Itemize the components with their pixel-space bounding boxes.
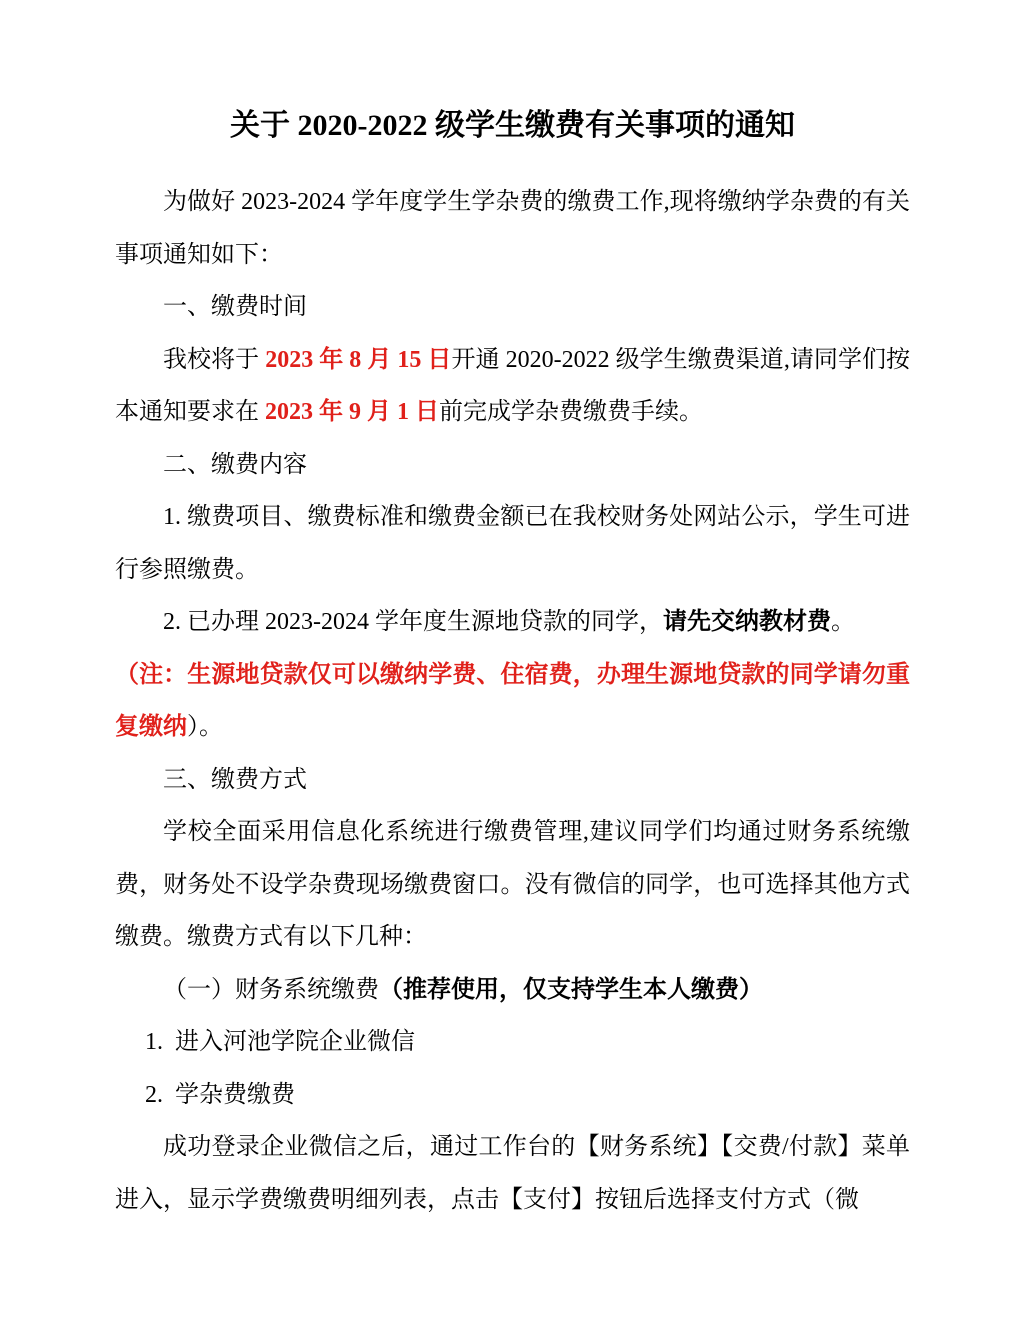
paragraph [115,1016,910,1069]
emphasis-text: 请先交纳教材费 [663,609,831,635]
paragraph [115,334,910,439]
paragraph [115,491,910,596]
emphasis-text: （推荐使用，仅支持学生本人缴费） [379,976,763,1003]
paragraph [115,754,910,807]
text-segment: 一、缴费时间 [163,294,307,320]
document-body [115,176,910,1226]
text-segment: 。 [831,609,855,635]
text-segment: ）。 [187,714,223,740]
emphasis-text: 2023 年 8 月 15 日 [265,346,452,373]
emphasis-text: 2023 年 9 月 1 日 [265,399,439,425]
text-segment: 1. 进入河池学院企业微信 [145,1029,415,1055]
text-segment: （一）财务系统缴费 [163,976,379,1003]
text-segment: 1. 缴费项目、缴费标准和缴费金额已在我校财务处网站公示，学生可进行参照缴费。 [115,504,910,583]
text-segment: 前完成学杂费缴费手续。 [439,399,703,425]
emphasis-text: （注：生源地贷款仅可以缴纳学费、住宿费，办理生源地贷款的同学请勿重复缴纳 [115,661,910,740]
paragraph [115,964,910,1017]
paragraph [115,281,910,334]
paragraph [115,176,910,281]
text-segment: 开通 2020-2022 级学生缴费渠道,请同学们按本通知要求在 [115,346,911,425]
paragraph [115,596,910,649]
page-title: 关于 2020-2022 级学生缴费有关事项的通知 [230,109,795,142]
paragraph [115,439,910,492]
text-segment: 为做好 2023-2024 学年度学生学杂费的缴费工作,现将缴纳学杂费的有关事项通知如下： [115,189,910,268]
text-segment: 成功登录企业微信之后，通过工作台的【财务系统】【交费/付款】菜单进入，显示学费缴费明细列表，点击【支付】按钮后选择支付方式（微 [115,1134,910,1213]
paragraph [115,1069,910,1122]
paragraph [115,1121,910,1226]
text-segment: 三、缴费方式 [163,766,307,793]
text-segment: 2. 学杂费缴费 [145,1081,295,1108]
paragraph [115,649,910,754]
paragraph [115,806,910,964]
text-segment: 二、缴费内容 [163,451,307,478]
text-segment: 2. 已办理 2023-2024 学年度生源地贷款的同学， [163,609,663,635]
text-segment: 学校全面采用信息化系统进行缴费管理,建议同学们均通过财务系统缴费，财务处不设学杂费现场缴费窗口。没有微信的同学，也可选择其他方式缴费。缴费方式有以下几种： [115,819,910,950]
text-segment: 我校将于 [163,346,266,373]
